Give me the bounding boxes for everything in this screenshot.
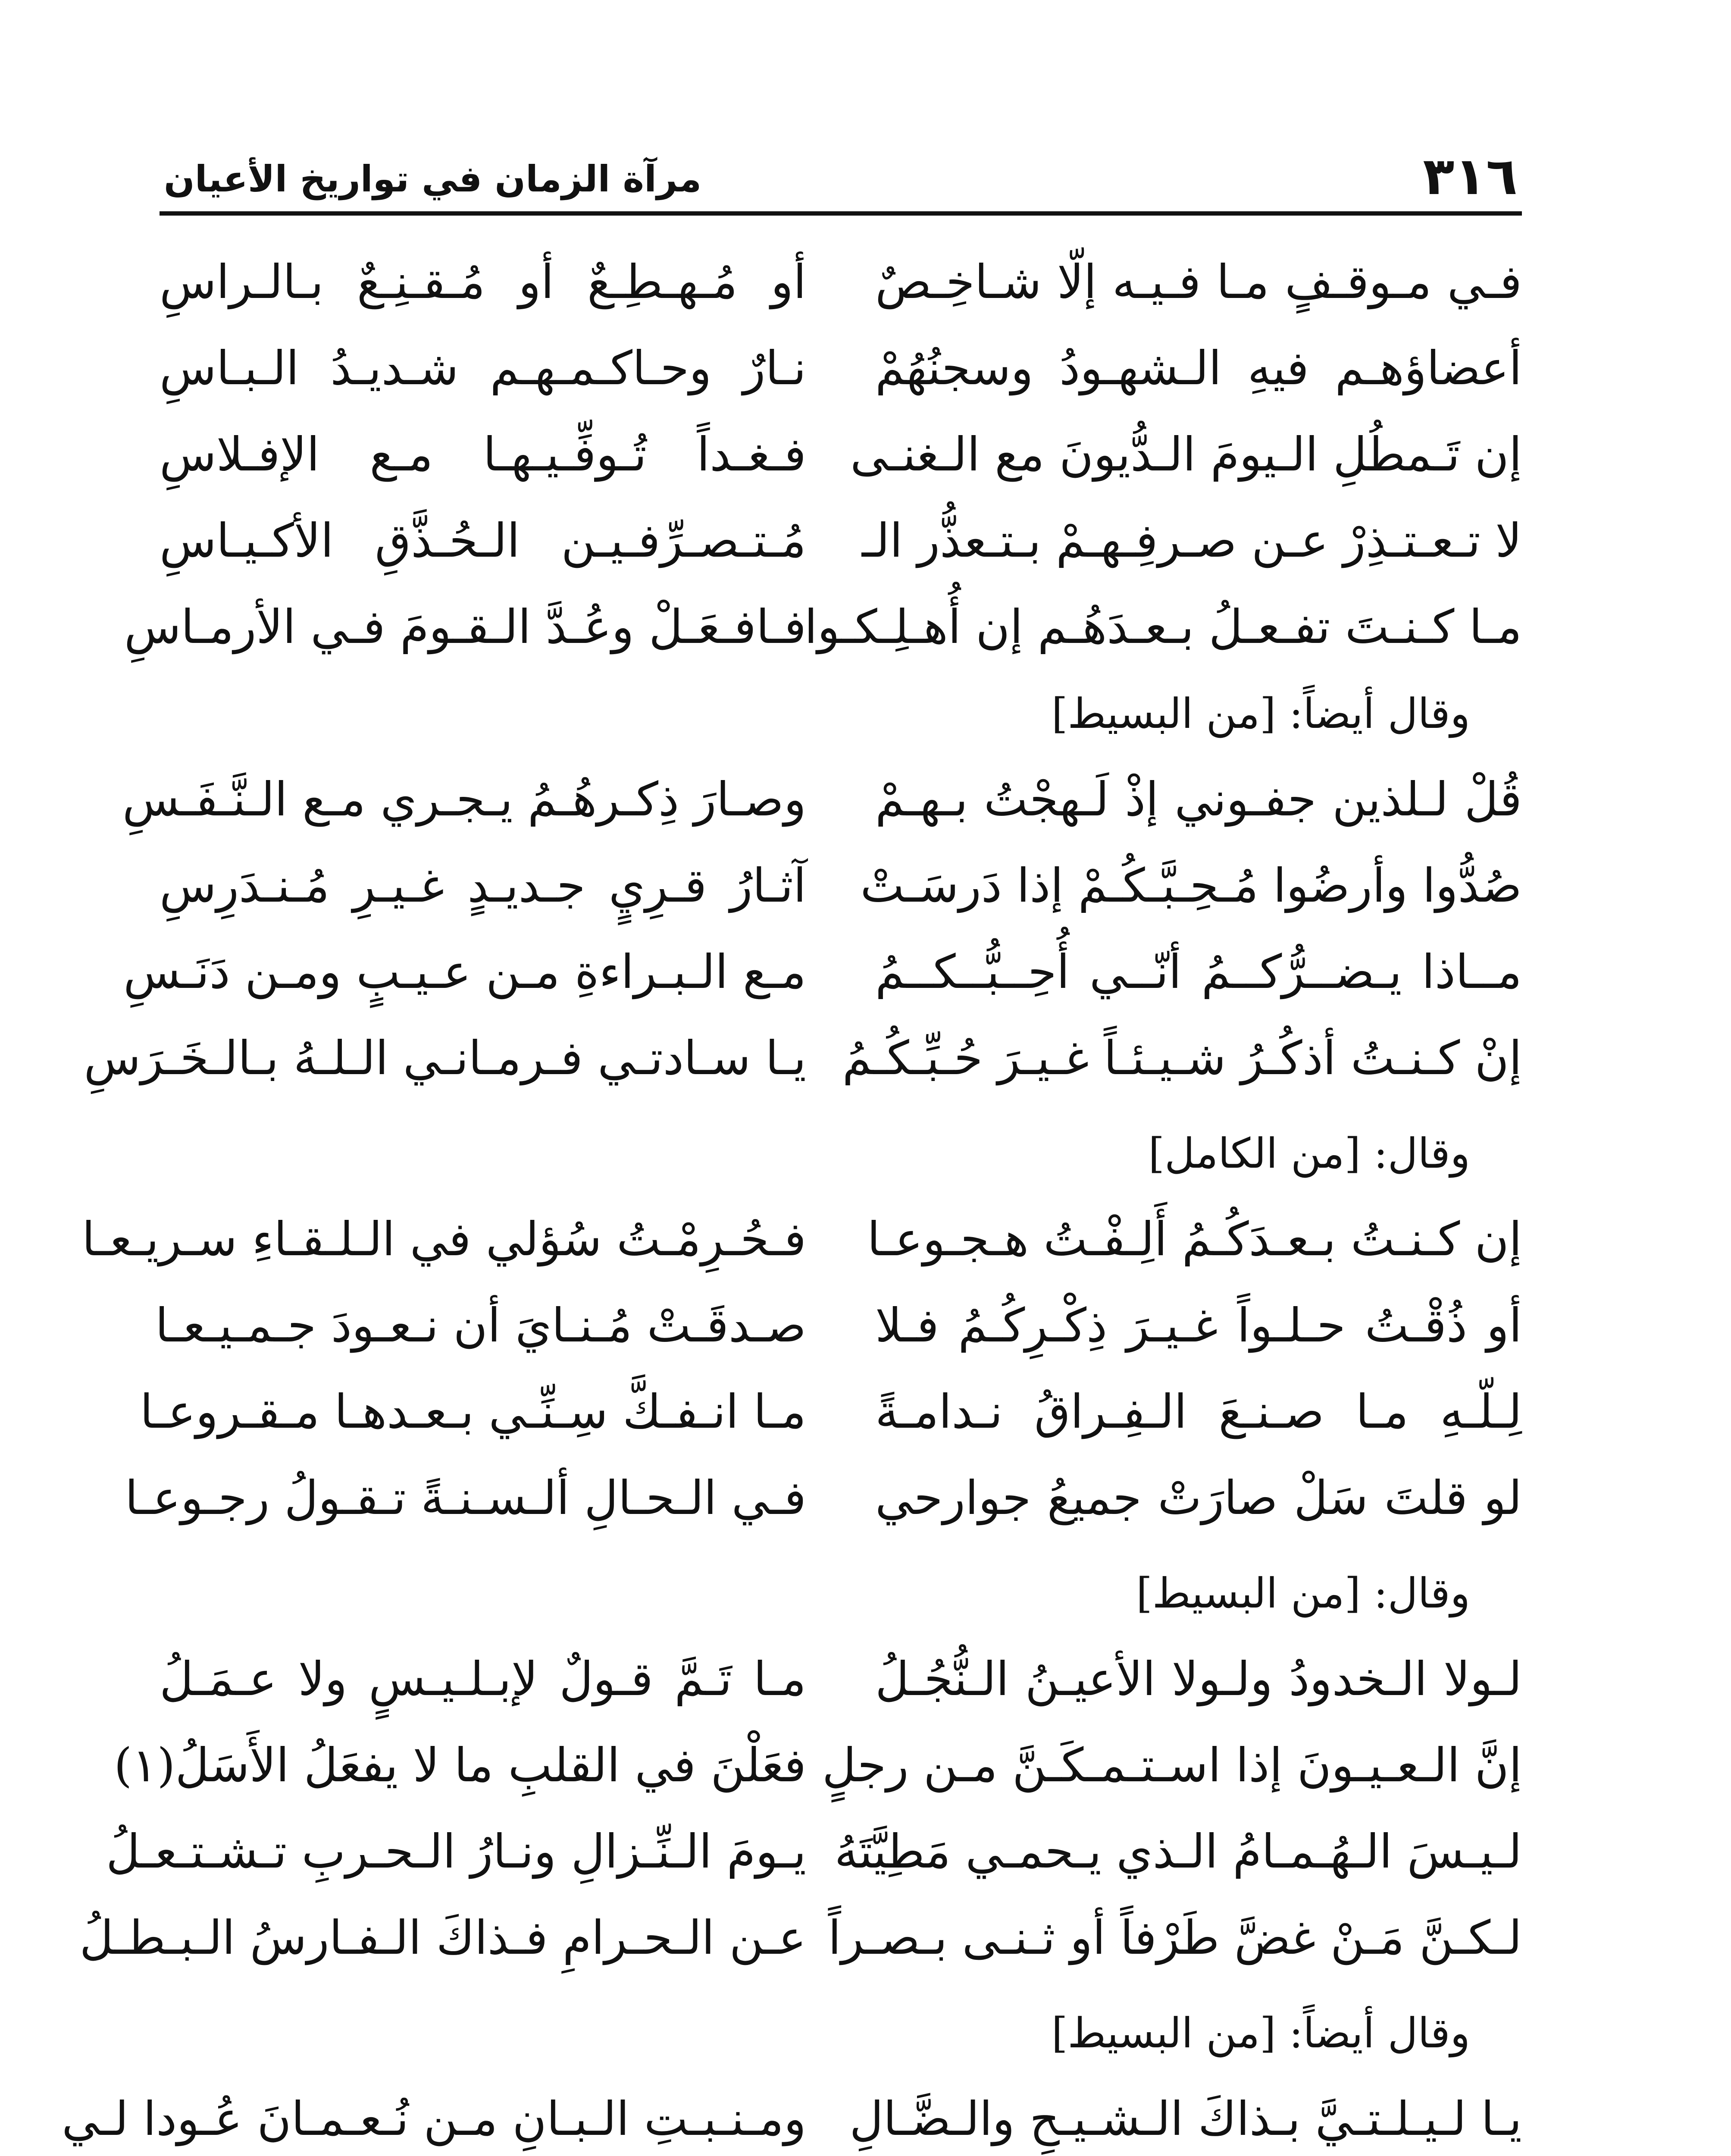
verse-first-hemistich: لِـلّـهِ مـا صـنـعَ الـفِـراقُ نـدامـةً [875,1385,1522,1439]
verse-first-hemistich: لو قلتَ سَلْ صارَتْ جميعُ جوارحي [875,1471,1522,1525]
verse [122,757,1522,843]
verse-first-hemistich: فـي مـوقـفٍ مـا فـيـه إلّا شـاخِـصٌ [875,255,1522,309]
verse [160,326,1522,412]
verse [155,1283,1522,1369]
verse-second-hemistich: وصـارَ ذِكـرهُـمُ يـجـري مـع الـنَّـفَـسِ [122,773,806,827]
verse-second-hemistich: آثـارُ قـرِيٍ جـديـدٍ غـيـرِ مُـنـدَرِسِ [160,859,806,913]
verse-first-hemistich: مــاذا يـضــرُّكــمُ أنّــي أُحِــبُّــكــمُ [875,945,1522,999]
verse-second-hemistich: صـدقَـتْ مُـنـايَ أن نـعـودَ جـمـيـعـا [155,1299,806,1353]
verse-second-hemistich: مُـتـصـرِّفـيـن الـحُـذَّقِ الأكـيـاسِ [160,514,806,568]
poem-4 [79,1550,1522,1981]
poem-intro: وقال أيضاً: [من البسيط] [1051,689,1470,738]
verse-first-hemistich: مـا كـنـتَ تفـعـلُ بـعـدَهُـم إن أُهـلِـكـوا [804,600,1522,654]
verse-first-hemistich: لـيـسَ الـهُـمـامُ الـذي يـحمـي مَطِيَّتَهُ [834,1825,1522,1879]
verse [106,1809,1522,1895]
verse [160,498,1522,584]
verse-first-hemistich: لا تـعـتـذِرْ عـن صـرفِـهـمْ بـتـعذُّر الـ [862,514,1522,568]
verse-second-hemistich: مـا انـفـكَّ سِـنِّـي بـعـدهـا مـقـروعـا [140,1385,806,1439]
page-number: ٣١٦ [1423,147,1518,207]
verse-second-hemistich: أو مُـهـطِـعٌ أو مُـقـنِـعٌ بـالـراسِ [160,255,806,309]
verse-first-hemistich: أعضاؤهـم فيهِ الـشهـودُ وسجنُهُمْ [875,342,1522,395]
verse [160,412,1522,498]
verse [123,929,1522,1015]
verse [160,1636,1522,1723]
verse [124,584,1522,671]
verse-first-hemistich: إن تَـمطُلِ الـيومَ الـدُّيونَ مع الـغنـى [850,428,1522,482]
poem-intro: وقال: [من الكامل] [1148,1129,1470,1178]
poem-2 [84,671,1522,1102]
page-header [160,142,1522,211]
verse-second-hemistich: مـا تَـمَّ قـولٌ لإبـلـيـسٍ ولا عـمَـلُ [160,1652,806,1706]
verse-second-hemistich: فـي الـحـالِ ألـسـنـةً تـقـولُ رجـوعـا [125,1471,806,1525]
verse-first-hemistich: يـا لـيـلـتـيَّ بـذاكَ الـشـيـحِ والـضَّـالِ [849,2092,1522,2146]
verse [140,1369,1522,1455]
verse [125,1455,1522,1542]
verse-second-hemistich: مـع الـبـراءةِ مـن عـيـبٍ ومـن دَنَـسِ [123,945,806,999]
verse-second-hemistich: يـا سـادتـي فـرمـانـي الـلـهُ بـالـخَـرَسِ [84,1031,806,1085]
verse [62,2076,1522,2156]
poem-5 [62,1990,1522,2156]
poem-intro: وقال أيضاً: [من البسيط] [1051,2009,1470,2057]
verse-first-hemistich: إن كـنـتُ بـعـدَكُـمُ أَلِـفْـتُ هـجـوعـا [867,1213,1522,1266]
verse [84,1015,1522,1102]
verse-second-hemistich: فـحُـرِمْـتُ سُؤلي في الـلـقـاءِ سـريـعـا [82,1213,806,1266]
verse [114,1723,1522,1809]
verse-second-hemistich: يـومَ الـنِّـزالِ ونـارُ الـحـربِ تـشـتـعـلُ [106,1825,806,1879]
verse-second-hemistich: فـافـعَـلْ وعُـدَّ الـقـومَ فـي الأرمـاسِ [124,600,806,654]
poem-intro: وقال: [من البسيط] [1136,1569,1470,1617]
header-rule [160,211,1522,216]
book-title: مرآة الزمان في تواريخ الأعيان [164,158,702,200]
verse-second-hemistich: نـارٌ وحـاكـمـهـم شـديـدُ الـبـاسِ [160,342,806,395]
verse-first-hemistich: قُلْ لـلذين جفـوني إذْ لَـهجْتُ بـهـمْ [875,773,1522,827]
verse-first-hemistich: صُدُّوا وأرضُوا مُـحِـبَّـكُـمْ إذا دَرسَـتْ [860,859,1522,913]
verse-second-hemistich: فعَلْنَ في القلبِ ما لا يفعَلُ الأَسَلُ(١) [114,1739,806,1792]
verse-second-hemistich: ومـنـبـتِ الـبـانِ مـن نُـعـمـانَ عُـودا لـي [62,2092,806,2146]
verse [79,1895,1522,1981]
poem-1 [124,239,1522,671]
verse-first-hemistich: إنَّ الـعـيـونَ إذا اسـتـمـكَـنَّ مـن رجلٍ [822,1739,1522,1792]
verse-first-hemistich: لـكـنَّ مَـنْ غضَّ طَرْفاً أو ثـنـى بـصـراً [828,1911,1522,1965]
verse [160,239,1522,326]
verse-first-hemistich: لـولا الـخدودُ ولـولا الأعيـنُ الـنُّجُـلُ [875,1652,1522,1706]
verse [160,843,1522,929]
verse-first-hemistich: إنْ كـنـتُ أذكُـرُ شـيـئـاً غـيـرَ حُـبِّـكُـمُ [842,1031,1522,1085]
poem-3 [82,1110,1522,1542]
verse-second-hemistich: عـن الـحـرامِ فـذاكَ الـفـارسُ الـبـطـلُ [79,1911,806,1965]
verse-second-hemistich: فـغـداً تُـوفِّـيـهـا مـع الإفـلاسِ [160,428,806,482]
verse-first-hemistich: أو ذُقْـتُ حـلـواً غـيـرَ ذِكْـرِكُـمُ فـلا [875,1299,1522,1353]
verse [82,1197,1522,1283]
